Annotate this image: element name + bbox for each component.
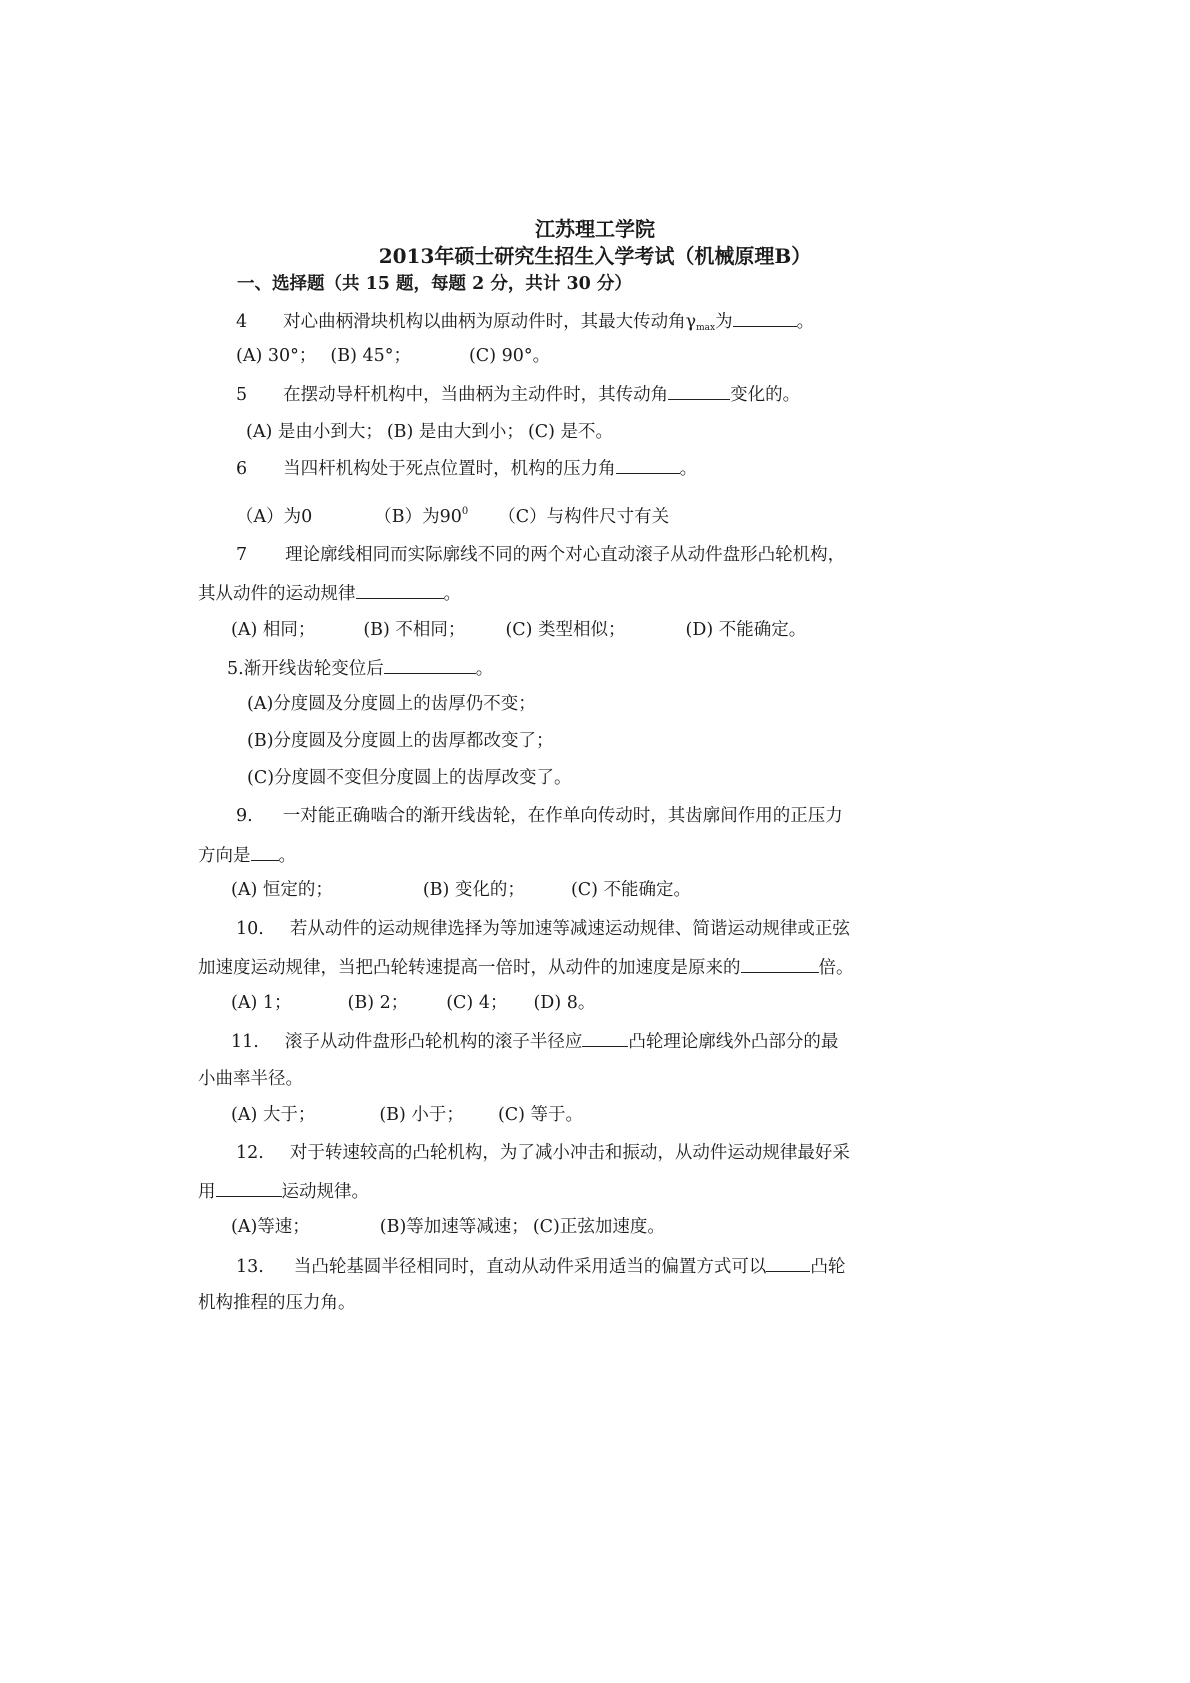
option: (A) 大于；	[231, 1105, 316, 1125]
question-number: 5	[236, 385, 248, 405]
question-text: 。	[796, 312, 815, 332]
question-text: 。	[443, 584, 461, 604]
option: (D) 8。	[533, 993, 596, 1013]
answer-blank	[733, 310, 797, 327]
option: (C) 类型相似；	[505, 620, 626, 640]
answer-blank	[766, 1255, 810, 1272]
option: （A）为0	[236, 507, 313, 527]
question-text: 变化的。	[730, 385, 801, 405]
question-12-stem-cont	[198, 1180, 369, 1203]
question-number: 12.	[236, 1143, 264, 1163]
question-number: 6	[236, 459, 248, 479]
exam-title: 2013年硕士研究生招生入学考试（机械原理B）	[378, 244, 812, 268]
option: (C) 是不。	[527, 422, 614, 442]
option: (A) 相同；	[231, 620, 316, 640]
option: (B) 变化的；	[422, 880, 525, 900]
question-text: 在摆动导杆机构中，当曲柄为主动件时，其传动角	[283, 385, 669, 405]
question-text: 机构推程的压力角。	[198, 1293, 356, 1313]
question-text: 为	[715, 312, 733, 332]
question-text: 。	[679, 459, 698, 479]
option: (A)等速；	[231, 1217, 310, 1237]
question-7-stem	[236, 544, 845, 566]
question-number: 9.	[236, 806, 253, 826]
question-text: 凸轮	[810, 1257, 846, 1277]
question-text: 小曲率半径。	[198, 1069, 303, 1089]
option: （C）与构件尺寸有关	[498, 507, 670, 527]
option: （B）为90	[374, 507, 462, 527]
question-text: 当四杆机构处于死点位置时，机构的压力角	[283, 459, 616, 479]
question-text: 方向是	[198, 846, 251, 866]
option: (C) 等于。	[497, 1105, 584, 1125]
question-text: 凸轮理论廓线外凸部分的最	[628, 1032, 839, 1052]
question-text: 倍。	[818, 958, 854, 978]
answer-blank	[384, 657, 476, 674]
option: (A) 1；	[231, 993, 292, 1013]
option: (B) 45°；	[330, 346, 411, 366]
answer-blank	[216, 1180, 282, 1197]
question-9-stem-cont	[198, 844, 296, 867]
question-13-stem	[236, 1255, 845, 1278]
answer-blank	[356, 582, 444, 599]
question-number: 5.	[227, 659, 244, 679]
question-text: 对于转速较高的凸轮机构，为了减小冲击和振动，从动件运动规律最好采	[289, 1143, 850, 1163]
question-12-stem	[236, 1142, 850, 1164]
question-11-options	[231, 1104, 583, 1126]
question-text: 滚子从动件盘形凸轮机构的滚子半径应	[284, 1032, 583, 1052]
option: (A) 30°；	[236, 346, 317, 366]
question-text: 。	[475, 659, 494, 679]
question-number: 13.	[236, 1257, 264, 1277]
option: (B) 是由大到小；	[386, 422, 524, 442]
question-number: 7	[236, 545, 248, 565]
question-text: 对心曲柄滑块机构以曲柄为原动件时，其最大传动角γ	[283, 312, 697, 332]
question-text: 当凸轮基圆半径相同时，直动从动件采用适当的偏置方式可以	[293, 1257, 767, 1277]
question-text: 运动规律。	[281, 1182, 369, 1202]
question-number: 10.	[236, 919, 264, 939]
option: (B)分度圆及分度圆上的齿厚都改变了；	[247, 731, 554, 751]
option: (A) 恒定的；	[231, 880, 333, 900]
question-6-stem	[236, 457, 697, 480]
answer-blank	[251, 844, 279, 861]
option: (C)正弦加速度。	[532, 1217, 665, 1237]
question-7-options	[231, 619, 806, 641]
option: (D) 不能确定。	[685, 620, 807, 640]
question-text: 。	[278, 846, 296, 866]
question-text: 加速度运动规律，当把凸轮转速提高一倍时，从动件的加速度是原来的	[198, 958, 741, 978]
answer-blank	[668, 383, 730, 400]
question-4-options	[236, 345, 550, 367]
question-5-stem	[236, 383, 800, 406]
question-7-stem-cont	[198, 582, 461, 605]
question-6-options	[236, 501, 669, 528]
question-10-options	[231, 992, 595, 1014]
section-heading: 一、选择题（共 15 题，每题 2 分，共计 30 分）	[237, 274, 632, 294]
option: (C) 90°。	[468, 346, 551, 366]
answer-blank	[616, 457, 680, 474]
option: (B) 小于；	[379, 1105, 464, 1125]
question-8-stem	[227, 657, 493, 680]
option: (A) 是由小到大；	[246, 422, 383, 442]
subscript: max	[696, 323, 716, 333]
question-9-stem	[236, 805, 843, 827]
option: (B)等加速等减速；	[379, 1217, 529, 1237]
option: (C) 4；	[446, 993, 508, 1013]
answer-blank	[741, 956, 819, 973]
question-text: 若从动件的运动规律选择为等加速等减速运动规律、简谐运动规律或正弦	[289, 919, 850, 939]
question-text: 理论廓线相同而实际廓线不同的两个对心直动滚子从动件盘形凸轮机构，	[285, 545, 846, 565]
question-10-stem	[236, 918, 850, 940]
question-text: 一对能正确啮合的渐开线齿轮，在作单向传动时，其齿廓间作用的正压力	[282, 806, 843, 826]
question-5-options	[246, 421, 613, 443]
question-10-stem-cont	[198, 956, 854, 979]
option: (B) 2；	[347, 993, 409, 1013]
option: (A)分度圆及分度圆上的齿厚仍不变；	[247, 694, 536, 714]
school-title: 江苏理工学院	[535, 217, 655, 241]
question-4-stem	[236, 310, 814, 339]
answer-blank	[582, 1030, 628, 1047]
question-text: 用	[198, 1182, 216, 1202]
question-9-options	[231, 879, 691, 901]
superscript: 0	[461, 506, 469, 517]
question-text: 渐开线齿轮变位后	[243, 659, 384, 679]
option: (B) 不相同；	[363, 620, 466, 640]
question-12-options	[231, 1216, 665, 1238]
option: (C) 不能确定。	[570, 880, 692, 900]
question-11-stem	[231, 1030, 838, 1053]
question-text: 其从动件的运动规律	[198, 584, 356, 604]
question-number: 4	[236, 312, 248, 332]
option: (C)分度圆不变但分度圆上的齿厚改变了。	[247, 768, 572, 788]
question-number: 11.	[231, 1032, 259, 1052]
